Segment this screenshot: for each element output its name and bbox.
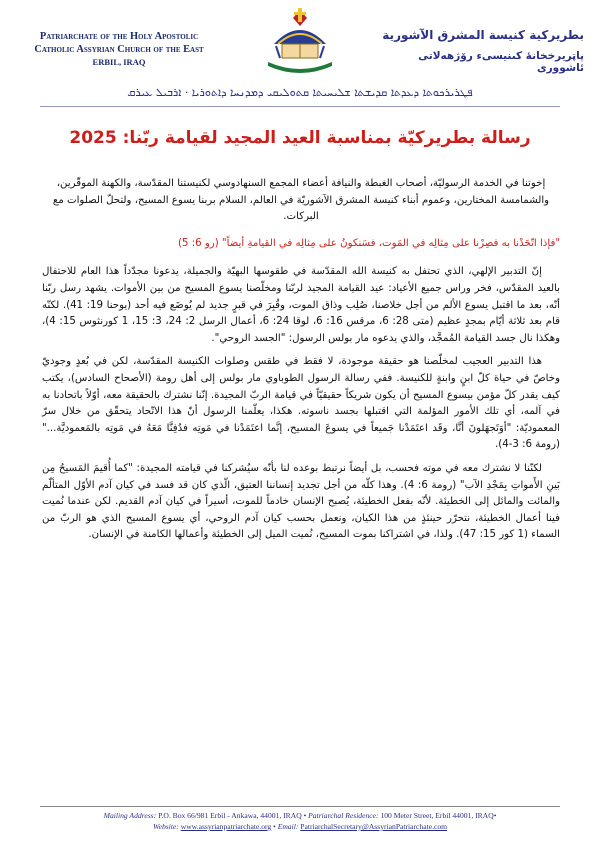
header-right-kurdish: پاټريرخخانۀ كىنيسىء رۆژھەلاتى ئاشووری [418,50,584,74]
body-paragraph-3: لكنّنا لا نشترك معه في موته فحسب، بل أيضاً نرتبط بوعده لنا بأنّه سيُشركنا في قيامته المجيدة: "كما أُقيمَ المَسيحُ مِن بَينِ الأَمواتِ بِمَجْدِ الآب" (رومة 6: 4). وهذا كلّه من أجل تجديد إنساننا العتيق، الّذي كان قد فسد في كيان آدم الأوّل المتألّم والمائت والمائل إلى الخطيئة. لأنّه بفعل الخطيئة، يُصبح الإنسان خادماً للموت، أسيراً في كيان آدم القديم. لكن عندما نُميت فينا أعمال الخطيئة، نتحرّر حينئذٍ من هذا الكيان، ونعمل بحسب كيان آدم الروحي، أي يسوع المسيح الذي هو الربّ من السماء (1 كور 15: 47). ولذا، في اشتراكنا بموت المسيح، نُميت الميل إلى الخطيئة وأعمالها الكامنة في الإنسان. [42,462,560,541]
header-left-line3: ERBIL, IRAQ [92,57,146,67]
header-right-arabic: بطريركية كنيسة المشرق الآشورية [382,28,584,42]
mailing-address: P.O. Box 66/981 Erbil - Ankawa, 44001, IRAQ • [158,811,307,820]
scripture-verse: "فإذا اتّحَدْنا به فصِرْنا على مِثالِه في المَوت، فسَنكونُ على مِثالِه في القيامةِ أيضاً" (رو 6: 5) [178,237,560,249]
footer-line-2 [20,821,580,832]
syriac-header-line: ܦܛܪܝܪܟܘܬܐ ܕܥܕܬܐ ܩܕܝܫܬܐ ܫܠܝܚܝܬܐ ܩܬܘܠܝܩܝ ܕܡܕܢܚܐ ܕܐܬܘܪܝܐ · ܐܪܒܝܠ ܥܝܪܩ [127,86,473,99]
letter-title: رسالة بطريركيّة بمناسبة العيد المجيد لقيامة ربّنا: 2025 [69,128,531,148]
residence-label: Patriarchal Residence: [308,811,379,820]
footer-line-1 [20,810,580,821]
body-paragraph-2: هذا التدبير العجيب لمخلّصنا هو حقيقة موجودة، لا فقط في طقس وصلوات الكنيسة المقدّسة، لكن في بُعدٍ وجوديّ وخاصّ في حياة كلّ ابنٍ وابنةٍ للكنيسة. ففي رسالة الرسول الطوباوي مار بولس إلى أهل رومة (الأصحاح السادس)، يكتب كيف يقدر كلّ مؤمن بيسوع المسيح أن يكون شريكاً حقيقيّاً في قيامة الربّ المجيدة. إنّنا نشترك بالحقيقة معه، أوّلاً باتحادنا به في آلمه، أي تلك الأمور المؤلمة التي اقتبلها بجسد ناسوته. هكذا، يعلّمنا الرسول أنّ هذا الاتّحاد يتحقّق من خلال سرّ المعموديّة: "أوَتَجهَلونَ أنَّا، وقَد اعتَمَدْنا جَميعاً في يسوعَ المسيح، إنَّما اعتَمَدْنا في مَوتِه فدُفِنَّا مَعَهُ في مَوتِه بالمَعموديَّة..." (رومة 6: 3-4). [42,356,560,451]
header-left-line2: Catholic Assyrian Church of the East [34,44,204,55]
footer-divider [40,806,560,807]
residence-address: 100 Meter Street, Erbil 44001, IRAQ• [380,811,497,820]
letter-body [42,176,560,551]
header-left-line1: Patriarchate of the Holy Apostolic [39,31,199,42]
header-divider [40,106,560,107]
website-link[interactable]: www.assyrianpatriarchate.org [180,822,272,831]
patriarchate-logo-icon [260,6,340,78]
body-paragraph-1: إنّ التدبير الإلهي، الذي تحتفل به كنيسة الله المقدّسة في طقوسها البهيّة والجميلة، يدعونا مجدّداً هذا العام للاحتفال بالعيد المقدّس، فخر وراس جميع الأعياد: عيد القيامة المجيد لربّنا ومخلّصنا يسوع المسيح من بين الأموات. يشهد رسل ربّنا أنّه، بعد ما اقتبل يسوع الألم من أجل خلاصنا، صُلِب وذاق الموت، وقُبِرَ في قبرٍ جديد لم يُوضَع فيه أحد (يوحنا 19: 41). لكنّه قام بعد ثلاثة أيّام بمجدٍ عظيم (متى 28: 6، مرقس 16: 6، لوقا 24: 6، أعمال الرسل 2: 24، 3: 15، 1 كورنثوس 15: 4)، وهكذا نال جسد القيامة المُمجَّد، والذي يدعوه مار بولس الرسول: "الجسد الروحي". [42,266,561,344]
greeting-paragraph: إخوتنا في الخدمة الرسوليّة، أصحاب الغبطة والنيافة أعضاء المجمع السنهادوسي لكنيستنا المقدّسة، والكهنة الموقّرين، والشمامسة المختارين، وعموم أبناء كنيسة المشرق الآشوريّة في العالم، السلام بربنا يسوع المسيح، ولتحلّ الصلوات مع البركات. [52,178,550,223]
mailing-label: Mailing Address: [103,811,157,820]
footer-separator: • [273,822,276,831]
email-label: Email: [277,822,299,831]
website-label: Website: [152,822,179,831]
header-left-block [14,30,224,69]
footer [20,810,580,832]
header-right-block [369,28,584,74]
email-link[interactable]: PatriarchalSecretary@AssyrianPatriarchate.com [300,822,448,831]
